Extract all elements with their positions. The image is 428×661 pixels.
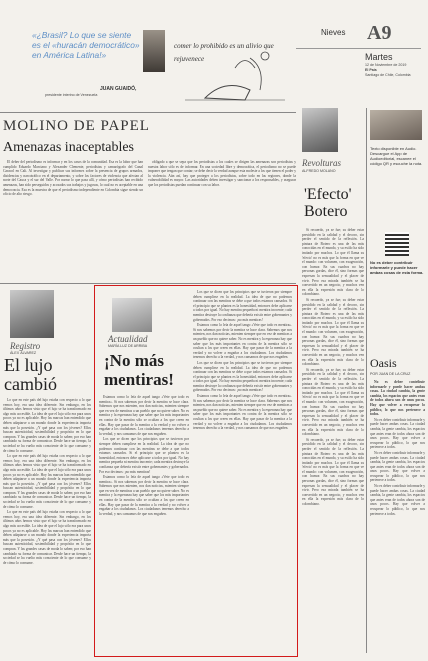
editorial-headline: Amenazas inaceptables xyxy=(3,140,134,155)
oasis-paragraph-2: No es deber contribuir informarle y puede hacer ambas cosas. La ciudad cambia, la gente cambia, los espacios que antes eran de todos ahora son de unos pocos. Hay que volver a recuperar lo público, lo que nos pertenece a todos. xyxy=(370,417,425,450)
efecto-paragraph-repeat-2: Si recuerdo, ya se fue; su deber estar presidido en la calidad y el decoro, sin perder el sentido de la reflexión. La pintura de Botero es una de las más conocidas en el mundo, y su estilo ha sido imitado por muchos. Lo que él llama su 'efecto' no es más que la forma en que ve el mundo: con volumen, con exageración, con humor. En sus cuadros no hay personas gordas, dice él, sino formas que expresan la sensualidad y el placer de vivir. Pero esa mirada también se ha convertido en un negocio, y muchos ven en ella la expresión más clara de lo colombiano. xyxy=(302,367,364,437)
oasis-body xyxy=(370,380,425,650)
efecto-paragraph-repeat: Si recuerdo, ya se fue; su deber estar presidido en la calidad y el decoro, sin perder el sentido de la reflexión. La pintura de Botero es una de las más conocidas en el mundo, y su estilo ha sido imitado por muchos. Lo que él llama su 'efecto' no es más que la forma en que ve el mundo: con volumen, con exageración, con humor. En sus cuadros no hay personas gordas, dice él, sino formas que expresan la sensualidad y el placer de vivir. Pero esa mirada también se ha convertido en un negocio, y muchos ven en ella la expresión más clara de lo colombiano. xyxy=(302,297,364,367)
lujo-paragraph: Lo que en este país del lujo estaba con respecto a lo que vemos hoy, era una idea diferente. Sin embargo, en los últimos años hemos visto que el lujo se ha transformado en algo más accesible. La idea de que el lujo sólo era para unos pocos ya no es aplicable. Hoy las marcas han entendido que deben adaptarse a un mundo donde la experiencia importa más que la posesión. ¿Y qué pasa con los jóvenes? Ellos buscan autenticidad, sostenibilidad y propósito en lo que compran. Y las grandes casas de moda lo saben; por eso han cambiado su forma de comunicar. Desde hace un tiempo, la sociedad se ha vuelto más consciente de lo que consume y de cómo lo consume. xyxy=(3,398,91,453)
oasis-paragraph-3: No es deber contribuir informarle y puede hacer ambas cosas. La ciudad cambia, la gente cambia, los espacios que antes eran de todos ahora son de unos pocos. Hay que volver a recuperar lo público, lo que nos pertenece a todos. xyxy=(370,450,425,483)
editorial-body-2 xyxy=(148,160,296,270)
actualidad-paragraph-4: Los que se dicen que los principios que se tuvieron por siempre deben cumplirse en la realidad. La idea de que no podemos continuar con las mentiras se debe a que todos estamos cansados. Si el principio que se plantea es la honestidad, entonces debe aplicarse a todos por igual. No hay mentira pequeña ni mentira inocente; cada mentira destruye la confianza que debería existir entre gobernantes y gobernados. Por eso decimos: ¡no más mentiras! xyxy=(193,290,292,322)
masthead-title: MOLINO DE PAPEL xyxy=(3,118,150,134)
columnist-photo-revolturas xyxy=(302,108,338,152)
sidebar-photo xyxy=(370,110,422,140)
efecto-paragraph-repeat-3: Si recuerdo, ya se fue; su deber estar presidido en la calidad y el decoro, sin perder el sentido de la reflexión. La pintura de Botero es una de las más conocidas en el mundo, y su estilo ha sido imitado por muchos. Lo que él llama su 'efecto' no es más que la forma en que ve el mundo: con volumen, con exageración, con humor. En sus cuadros no hay personas gordas, dice él, sino formas que expresan la sensualidad y el placer de vivir. Pero esa mirada también se ha convertido en un negocio, y muchos ven en ella la expresión más clara de lo colombiano. xyxy=(302,437,364,507)
lujo-paragraph-2: Lo que en este país del lujo estaba con respecto a lo que vemos hoy, era una idea diferente. Sin embargo, en los últimos años hemos visto que el lujo se ha transformado en algo más accesible. La idea de que el lujo sólo era para unos pocos ya no es aplicable. Hoy las marcas han entendido que deben adaptarse a un mundo donde la experiencia importa más que la posesión. ¿Y qué pasa con los jóvenes? Ellos buscan autenticidad, sostenibilidad y propósito en lo que compran. Y las grandes casas de moda lo saben; por eso han cambiado su forma de comunicar. Desde hace un tiempo, la sociedad se ha vuelto más consciente de lo que consume y de cómo lo consume. xyxy=(3,454,91,509)
sidebar-blurb-1: Texto disponible en Audio. Descargue el App de Audioeditorial, escanee el código QR y escuche la nota. xyxy=(370,146,423,166)
actualidad-paragraph: Estamos como lo leía de aquel tango «Vete que todo es mentira». Si nos sabemos por decir la mentira se hace clara. Sabemos que nos mienten, nos dan noticias, mienten siempre que en vez de mentiras a un pueblo que no quiere saber. No es mentira y la esperanza hay que saber que los más importantes en contra de la mentira sólo se ocultan a los que creen en ellas. Hay que pasar de la mentira a la verdad y no volver a engañar a los ciudadanos. Los ciudadanos tenemos derecho a la verdad, y nos cansamos de que nos engañen. xyxy=(99,395,189,436)
actualidad-paragraph-7: Estamos como lo leía de aquel tango «Vete que todo es mentira». Si nos sabemos por decir la mentira se hace clara. Sabemos que nos mienten, nos dan noticias, mienten siempre que en vez de mentiras a un pueblo que no quiere saber. No es mentira y la esperanza hay que saber que los más importantes en contra de la mentira sólo se ocultan a los que creen en ellas. Hay que pasar de la mentira a la verdad y no volver a engañar a los ciudadanos. Los ciudadanos tenemos derecho a la verdad, y nos cansamos de que nos engañen. xyxy=(193,394,292,431)
oasis-paragraph: No es deber contribuir informarle y puede hacer ambas cosas. La ciudad cambia, la gente cambia, los espacios que antes eran de todos ahora son de unos pocos. Hay que volver a recuperar lo público, lo que nos pertenece a todos. xyxy=(370,380,425,417)
masthead-top-rule xyxy=(0,112,296,113)
actualidad-paragraph-2: Los que se dicen que los principios que se tuvieron por siempre deben cumplirse en la realidad. La idea de que no podemos continuar con las mentiras se debe a que todos estamos cansados. Si el principio que se plantea es la honestidad, entonces debe aplicarse a todos por igual. No hay mentira pequeña ni mentira inocente; cada mentira destruye la confianza que debería existir entre gobernantes y gobernados. Por eso decimos: ¡no más mentiras! xyxy=(99,437,189,474)
qr-code[interactable] xyxy=(385,232,409,256)
oasis-title: Oasis xyxy=(370,356,397,370)
actualidad-byline: MARÍA LUZ DE ARRIBA xyxy=(108,344,148,348)
oasis-paragraph-4: No es deber contribuir informarle y puede hacer ambas cosas. La ciudad cambia, la gente cambia, los espacios que antes eran de todos ahora son de unos pocos. Hay que volver a recuperar lo público, lo que nos pertenece a todos. xyxy=(370,484,425,516)
editorial-paragraph-2: obligado a que se sepa que los periodistas a los cuales se dirigen las amenazas son periodistas y nuestra labor sólo es de informar. En una sociedad libre y democrática, el periodismo no se puede imponer que tengan que contar; se debe decir la verdad aunque esta moleste a los que tienen el poder y la violencia. Aún así, hay que proteger a los periodistas, sobre todo en las regiones, donde la vulnerabilidad es mayor. Las autoridades deben investigar y sancionar a los responsables, y asegurar que los periodistas puedan continuar con su labor. xyxy=(148,160,296,187)
registro-label: Registro xyxy=(10,341,41,351)
editorial-body xyxy=(3,160,143,280)
sidebar-blurb-2: No es deber contribuir informarle y puede hacer ambas cosas de esta forma. xyxy=(370,260,424,275)
quote-author: JUAN GUAIDÓ, xyxy=(100,86,137,92)
top-quote: «¿Brasil? Lo que se siente es el «huracán democrático» en América Latina!» xyxy=(32,30,140,60)
header-rule xyxy=(296,48,421,49)
editorial-paragraph: El deber del periodismo es informar y en los casos de la comunidad. Esa es la labor que han cumplido Eduardo Marciano y Alexander Clemente, periodistas y camarógrafo del Canal Caracol en Cali. Al investigar y publicar sus informes sobre la presencia de grupos armados, disidencias y narcotráfico en el departamento, y sobre los factores de violencia que afectan al norte del Cauca y el sur del Valle. Por narrar lo que pasa allí, y cómo periodistas han recibido amenazas, han sido perseguidos y acosados sus trabajos y jugosas, lo cual no es aceptable en una democracia. Esa es la muestra de que el periodismo independiente en Colombia sigue siendo un oficio de alto riesgo. xyxy=(3,160,143,197)
lower-rule xyxy=(0,283,296,284)
lujo-paragraph-3: Lo que en este país del lujo estaba con respecto a lo que vemos hoy, era una idea diferente. Sin embargo, en los últimos años hemos visto que el lujo se ha transformado en algo más accesible. La idea de que el lujo sólo era para unos pocos ya no es aplicable. Hoy las marcas han entendido que deben adaptarse a un mundo donde la experiencia importa más que la posesión. ¿Y qué pasa con los jóvenes? Ellos buscan autenticidad, sostenibilidad y propósito en lo que compran. Y las grandes casas de moda lo saben; por eso han cambiado su forma de comunicar. Desde hace un tiempo, la sociedad se ha vuelto más consciente de lo que consume y de cómo lo consume. xyxy=(3,510,91,565)
actualidad-body-2 xyxy=(193,290,292,650)
lujo-body xyxy=(3,398,91,653)
revolturas-byline: ALFREDO MOLANO xyxy=(302,169,336,173)
efecto-body xyxy=(302,228,364,648)
header-day: Martes xyxy=(365,52,393,62)
actualidad-label: Actualidad xyxy=(108,334,148,344)
columnist-photo-registro xyxy=(10,290,54,338)
revolturas-label: Revolturas xyxy=(302,158,341,168)
speaker-photo xyxy=(143,30,165,72)
page-number: A9 xyxy=(367,22,392,44)
actualidad-body xyxy=(99,395,189,650)
actualidad-paragraph-3: Estamos como lo leía de aquel tango «Vete que todo es mentira». Si nos sabemos por decir la mentira se hace clara. Sabemos que nos mienten, nos dan noticias, mienten siempre que en vez de mentiras a un pueblo que no quiere saber. No es mentira y la esperanza hay que saber que los más importantes en contra de la mentira sólo se ocultan a los que creen en ellas. Hay que pasar de la mentira a la verdad y no volver a engañar a los ciudadanos. Los ciudadanos tenemos derecho a la verdad, y nos cansamos de que nos engañen. xyxy=(99,475,189,516)
registro-byline: ÁLEX ÁLVAREZ xyxy=(10,351,37,355)
sidebar-divider xyxy=(366,108,367,653)
header-paper: El País xyxy=(365,68,377,72)
header-date: 12 de Noviembre de 2019 xyxy=(365,63,407,67)
actualidad-paragraph-6: Los que se dicen que los principios que se tuvieron por siempre deben cumplirse en la realidad. La idea de que no podemos continuar con las mentiras se debe a que todos estamos cansados. Si el principio que se plantea es la honestidad, entonces debe aplicarse a todos por igual. No hay mentira pequeña ni mentira inocente; cada mentira destruye la confianza que debería existir entre gobernantes y gobernados. Por eso decimos: ¡no más mentiras! xyxy=(193,360,292,393)
oasis-byline: POR JUAN DE LA CRUZ xyxy=(370,372,411,376)
section-name: Nieves xyxy=(321,28,346,37)
cartoon-caption: comer lo prohibido es un alivio que rejuvenece xyxy=(174,42,274,63)
quote-author-title: presidente interino de Venezuela xyxy=(45,93,98,97)
actualidad-title: ¡No más mentiras! xyxy=(104,351,174,389)
header-place: Santiago de Chile, Colombia xyxy=(365,73,411,77)
efecto-title: 'Efecto' Botero xyxy=(304,186,352,220)
actualidad-paragraph-5: Estamos como lo leía de aquel tango «Vete que todo es mentira». Si nos sabemos por decir la mentira se hace clara. Sabemos que nos mienten, nos dan noticias, mienten siempre que en vez de mentiras a un pueblo que no quiere saber. No es mentira y la esperanza hay que saber que los más importantes en contra de la mentira sólo se ocultan a los que creen en ellas. Hay que pasar de la mentira a la verdad y no volver a engañar a los ciudadanos. Los ciudadanos tenemos derecho a la verdad, y nos cansamos de que nos engañen. xyxy=(193,323,292,360)
columnist-photo-actualidad xyxy=(112,298,152,332)
efecto-paragraph: Si recuerdo, ya se fue; su deber estar presidido en la calidad y el decoro, sin perder el sentido de la reflexión. La pintura de Botero es una de las más conocidas en el mundo, y su estilo ha sido imitado por muchos. Lo que él llama su 'efecto' no es más que la forma en que ve el mundo: con volumen, con exageración, con humor. En sus cuadros no hay personas gordas, dice él, sino formas que expresan la sensualidad y el placer de vivir. Pero esa mirada también se ha convertido en un negocio, y muchos ven en ella la expresión más clara de lo colombiano. xyxy=(302,228,364,297)
lujo-title: El lujo cambió xyxy=(4,355,57,394)
